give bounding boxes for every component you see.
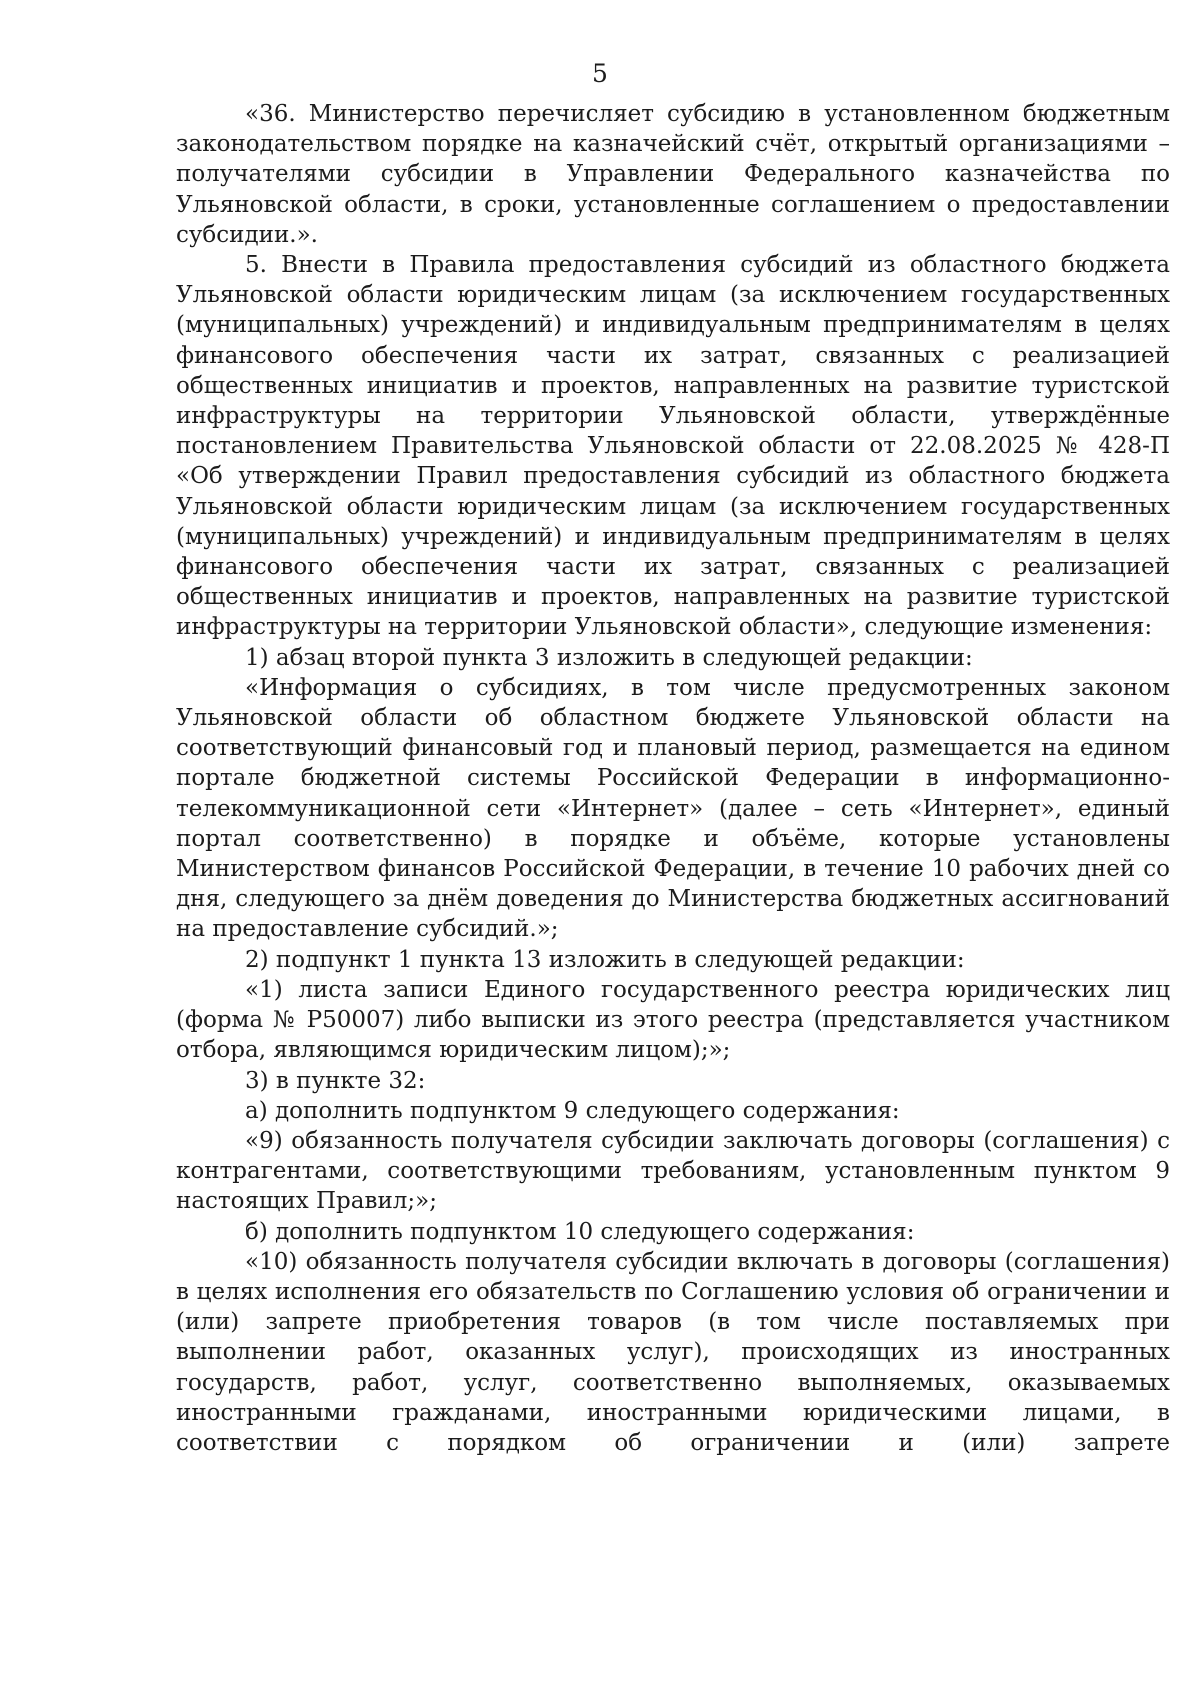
paragraph-quoted-subitem-1-text: «1) листа записи Единого государственного реестра юридических лиц (форма № Р50007) либо выписки из этого реестра (представляется участником отбора, являющимся юридическим лицом);»; [176, 976, 1170, 1064]
paragraph-subitem-3: 3) в пункте 32: [245, 1067, 426, 1094]
document-body [176, 99, 1170, 1458]
page-number: 5 [592, 59, 608, 88]
paragraph-subitem-2: 2) подпункт 1 пункта 13 изложить в следующей редакции: [245, 946, 965, 973]
paragraph-quoted-information-text: «Информация о субсидиях, в том числе предусмотренных законом Ульяновской области об областном бюджете Ульяновской области на соответствующий финансовый год и плановый период, размещается на едином портале бюджетной системы Российской Федерации в информационно-телекоммуникационной сети «Интернет» (далее – сеть «Интернет», единый портал соответственно) в порядке и объёме, которые установлены Министерством финансов Российской Федерации, в течение 10 рабочих дней со дня, следующего за днём доведения до Министерства бюджетных ассигнований на предоставление субсидий.»; [176, 674, 1170, 943]
paragraph-subitem-3a: а) дополнить подпунктом 9 следующего содержания: [245, 1097, 900, 1124]
paragraph-quoted-subitem-10-text: «10) обязанность получателя субсидии включать в договоры (соглашения) в целях исполнения его обязательств по Соглашению условия об ограничении и (или) запрете приобретения товаров (в том числе поставляемых при выполнении работ, оказанных услуг), происходящих из иностранных государств, работ, услуг, соответственно выполняемых, оказываемых иностранными гражданами, иностранными юридическими лицами, в соответствии с порядком об ограничении и (или) запрете [176, 1248, 1170, 1456]
paragraph-item-36: «36. Министерство перечисляет субсидию в установленном бюджетным законодательством порядке на казначейский счёт, открытый организациями – получателями субсидии в Управлении Федерального казначейства по Ульяновской области, в сроки, установленные соглашением о предоставлении субсидии.». [176, 101, 1170, 248]
paragraph-subitem-3b: б) дополнить подпунктом 10 следующего содержания: [245, 1218, 915, 1245]
paragraph-subitem-1: 1) абзац второй пункта 3 изложить в следующей редакции: [245, 644, 973, 671]
paragraph-item-5-amendments-intro: 5. Внести в Правила предоставления субсидий из областного бюджета Ульяновской области юридическим лицам (за исключением государственных (муниципальных) учреждений) и индивидуальным предпринимателям в целях финансового обеспечения части их затрат, связанных с реализацией общественных инициатив и проектов, направленных на развитие туристской инфраструктуры на территории Ульяновской области, утверждённые постановлением Правительства Ульяновской области от 22.08.2025 № 428-П «Об утверждении Правил предоставления субсидий из областного бюджета Ульяновской области юридическим лицам (за исключением государственных (муниципальных) учреждений) и индивидуальным предпринимателям в целях финансового обеспечения части их затрат, связанных с реализацией общественных инициатив и проектов, направленных на развитие туристской инфраструктуры на территории Ульяновской области», следующие изменения: [176, 252, 1170, 641]
paragraph-quoted-subitem-9-text: «9) обязанность получателя субсидии заключать договоры (соглашения) с контрагентами, соответствующими требованиям, установленным пунктом 9 настоящих Правил;»; [176, 1127, 1170, 1215]
